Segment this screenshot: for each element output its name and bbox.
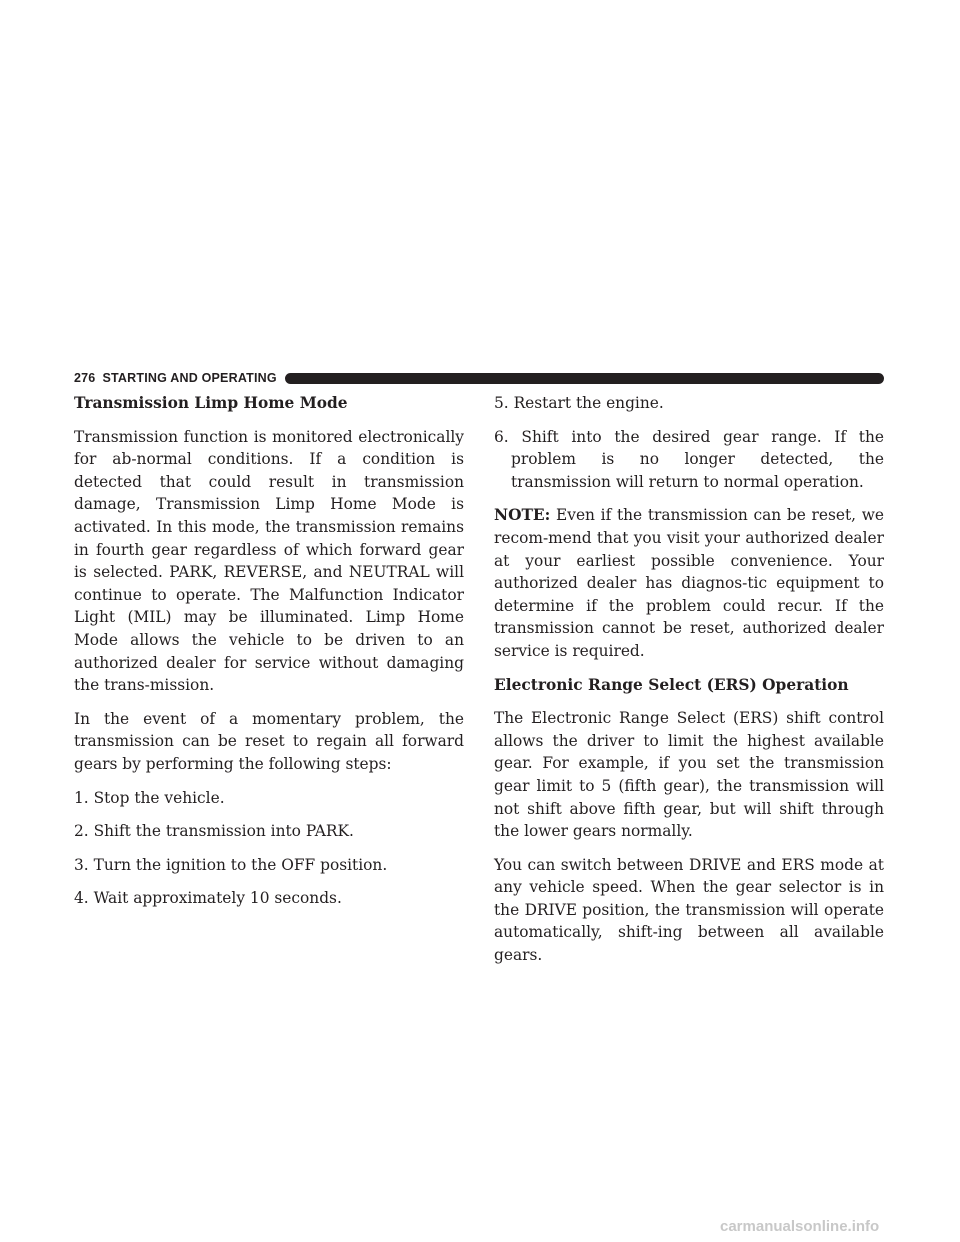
header-rule — [285, 373, 884, 384]
watermark: carmanualsonline.info — [720, 1218, 880, 1235]
paragraph-reset: In the event of a momentary problem, the transmission can be reset to regain all forward gears by performing the following steps: — [74, 709, 464, 773]
paragraph-limp-home: Transmission function is monitored electronically for ab-normal conditions. If a condition is detected that could result in transmission damage, Transmission Limp Home Mode is activated. In this mode, the transmission remains in fourth gear regardless of which forward gear is selected. PARK, REVERSE, and NEUTRAL will continue to operate. The Malfunction Indicator Light (MIL) may be illuminated. Limp Home Mode allows the vehicle to be driven to an authorized dealer for service without damaging the trans-mission. — [74, 427, 464, 695]
step-2: 2. Shift the transmission into PARK. — [74, 822, 354, 841]
left-column — [74, 392, 464, 921]
paragraph-drive-ers: You can switch between DRIVE and ERS mode at any vehicle speed. When the gear selector is in the DRIVE position, the transmission will operate automatically, shift-ing between all available gears. — [494, 855, 884, 965]
paragraph-ers: The Electronic Range Select (ERS) shift control allows the driver to limit the highest available gear. For example, if you set the transmission gear limit to 5 (fifth gear), the transmission will not shift above fifth gear, but will shift through the lower gears normally. — [494, 709, 884, 841]
step-3: 3. Turn the ignition to the OFF position. — [74, 855, 388, 874]
step-5: 5. Restart the engine. — [494, 394, 664, 412]
step-1: 1. Stop the vehicle. — [74, 788, 225, 807]
step-6: 6. Shift into the desired gear range. If the problem is no longer detected, the transmission will return to normal operation. — [494, 427, 884, 491]
page-number: 276 — [74, 371, 96, 385]
note-paragraph — [494, 504, 884, 662]
right-column — [494, 392, 884, 978]
note-label: NOTE: — [494, 506, 551, 525]
heading-ers: Electronic Range Select (ERS) Operation — [494, 675, 849, 694]
heading-limp-home: Transmission Limp Home Mode — [74, 394, 348, 412]
step-4: 4. Wait approximately 10 seconds. — [74, 889, 342, 908]
page-header — [74, 369, 884, 387]
section-title: STARTING AND OPERATING — [102, 371, 277, 385]
note-text: Even if the transmission can be reset, we recom-mend that you visit your authorized dealer at your earliest possible convenience. Your authorized dealer has diagnos-tic equipment to determine if the problem could recur. If the transmission cannot be reset, authorized dealer service is required. — [494, 506, 884, 660]
